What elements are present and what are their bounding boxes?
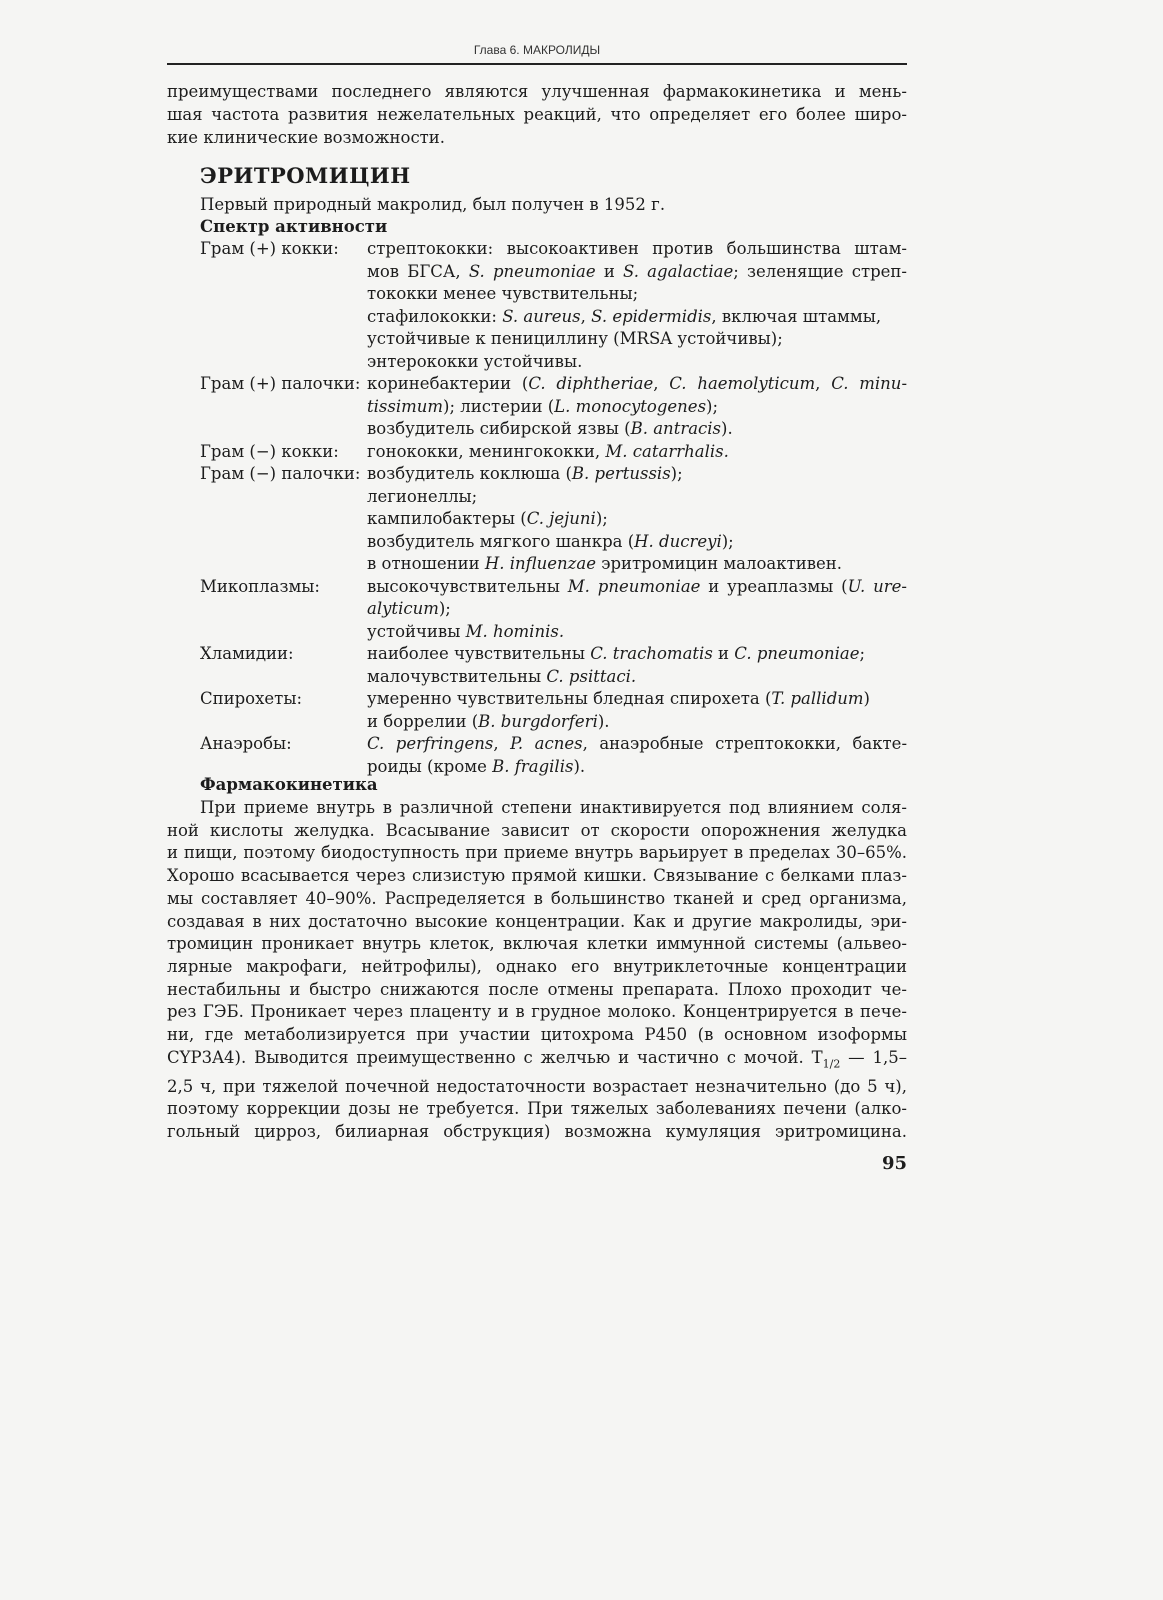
pharmacokinetics-line: рез ГЭБ. Проникает через плаценту и в грудное молоко. Концентрируется в пече- [167,1002,907,1022]
spectrum-line: возбудитель мягкого шанкра (H. ducreyi); [367,531,734,551]
spectrum-category: Грам (−) палочки: [200,464,361,483]
spectrum-row [200,373,907,441]
spectrum-line: и боррелии (B. burgdorferi). [367,711,610,731]
page-number: 95 [881,1153,907,1174]
spectrum-line: tissimum); листерии (L. monocytogenes); [367,396,719,416]
spectrum-row [200,463,907,576]
pharmacokinetics-line: лярные макрофаги, нейтрофилы), однако его внутриклеточные концентрации [167,956,907,976]
spectrum-description [367,373,907,441]
spectrum-row [200,688,907,733]
spectrum-description [367,688,907,733]
spectrum-line: наиболее чувствительны C. trachomatis и C. pneumoniae; [367,644,866,663]
spectrum-category: Микоплазмы: [200,576,320,596]
spectrum-line: легионеллы; [367,486,478,506]
pharmacokinetics-heading: Фармакокинетика [200,775,378,794]
spectrum-description [367,576,907,644]
section-title: ЭРИТРОМИЦИН [200,163,411,188]
spectrum-row [200,643,907,688]
spectrum-line: в отношении H. influenzae эритромицин малоактивен. [367,554,842,573]
pharmacokinetics-line: и пищи, поэтому биодоступность при приеме внутрь варьирует в пределах 30–65%. [167,843,907,863]
spectrum-description [367,643,907,688]
spectrum-description [367,733,907,778]
running-head: Глава 6. МАКРОЛИДЫ [473,43,601,57]
spectrum-category: Спирохеты: [200,689,303,708]
spectrum-category: Грам (−) кокки: [200,441,339,461]
spectrum-line: устойчивые к пенициллину (MRSA устойчивы); [367,329,783,348]
spectrum-line: возбудитель коклюша (B. pertussis); [367,464,683,483]
spectrum-description [367,238,907,373]
spectrum-line: умеренно чувствительны бледная спирохета (T. pallidum) [367,689,870,708]
pharmacokinetics-line: 2,5 ч, при тяжелой почечной недостаточности возрастает незначительно (до 5 ч), [167,1076,907,1096]
pharmacokinetics-line: гольный цирроз, билиарная обструкция) возможна кумуляция эритромицина. [167,1122,907,1142]
intro-line: шая частота развития нежелательных реакций, что определяет его более широ- [167,105,907,124]
spectrum-category: Хламидии: [200,644,294,663]
spectrum-category: Грам (+) кокки: [200,239,339,258]
pharmacokinetics-line: поэтому коррекции дозы не требуется. При тяжелых заболеваниях печени (алко- [167,1099,907,1119]
spectrum-row [200,441,907,464]
spectrum-category: Грам (+) палочки: [200,374,361,393]
spectrum-line: энтерококки устойчивы. [367,351,583,371]
intro-line: преимуществами последнего являются улучшенная фармакокинетика и мень- [167,82,907,101]
pharmacokinetics-line: создавая в них достаточно высокие концентрации. Как и другие макролиды, эри- [167,911,907,931]
pharmacokinetics-line: Хорошо всасывается через слизистую прямой кишки. Связывание с белками плаз- [167,866,907,886]
section-subtitle: Первый природный макролид, был получен в 1952 г. [200,195,666,214]
spectrum-line: стрептококки: высокоактивен против большинства штам- [367,239,907,258]
spectrum-line: коринебактерии (C. diphtheriae, C. haemolyticum, C. minu- [367,374,908,393]
spectrum-line: стафилококки: S. aureus, S. epidermidis, включая штаммы, [367,306,882,326]
spectrum-list [200,238,907,778]
spectrum-line: кампилобактеры (C. jejuni); [367,509,608,528]
spectrum-line: C. perfringens, P. acnes, анаэробные стрептококки, бакте- [367,734,908,753]
spectrum-line: alyticum); [367,599,451,618]
spectrum-line: устойчивы M. hominis. [367,621,565,641]
spectrum-row [200,238,907,373]
spectrum-line: возбудитель сибирской язвы (B. antracis). [367,419,733,438]
pharmacokinetics-paragraph [167,797,907,1144]
spectrum-row [200,576,907,644]
pharmacokinetics-line: тромицин проникает внутрь клеток, включая клетки иммунной системы (альвео- [167,934,907,954]
spectrum-line: роиды (кроме B. fragilis). [367,756,586,776]
intro-line: кие клинические возможности. [167,128,446,147]
pharmacokinetics-line: CYP3A4). Выводится преимущественно с желчью и частично с мочой. $T_{1/2}$ — 1,5– [167,1047,908,1071]
pharmacokinetics-line: мы составляет 40–90%. Распределяется в большинство тканей и сред организма, [167,888,907,908]
pharmacokinetics-line: нестабильны и быстро снижаются после отмены препарата. Плохо проходит че- [167,979,907,999]
spectrum-line: гонококки, менингококки, M. catarrhalis. [367,441,729,461]
spectrum-line: малочувствительны C. psittaci. [367,666,637,686]
spectrum-category: Анаэробы: [200,734,292,753]
header-rule [167,63,907,65]
intro-paragraph [167,80,907,149]
pharmacokinetics-line: ни, где метаболизируется при участии цитохрома Р450 (в основном изоформы [167,1025,907,1045]
spectrum-line: высокочувствительны M. pneumoniae и уреаплазмы (U. ure- [367,576,907,596]
spectrum-heading: Спектр активности [200,217,388,236]
spectrum-line: мов БГСА, S. pneumoniae и S. agalactiae; зеленящие стреп- [367,261,907,281]
pharmacokinetics-line: ной кислоты желудка. Всасывание зависит от скорости опорожнения желудка [167,820,907,840]
spectrum-line: тококки менее чувствительны; [367,284,639,303]
pharmacokinetics-line: При приеме внутрь в различной степени инактивируется под влиянием соля- [200,798,907,817]
spectrum-row [200,733,907,778]
spectrum-description [367,463,907,576]
spectrum-description [367,441,907,464]
